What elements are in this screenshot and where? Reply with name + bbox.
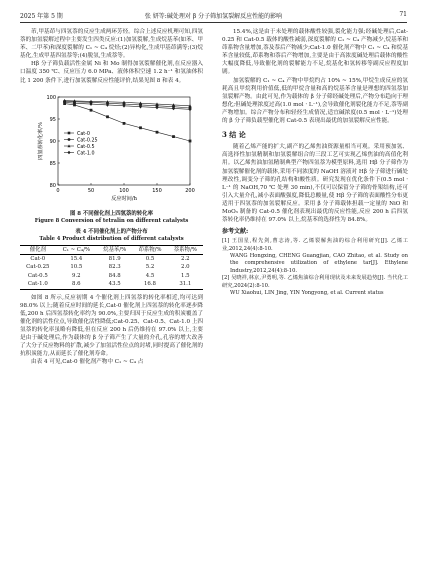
paragraph: 加氢裂解的 C₁ ~ C₄ 产物中甲烷约占 10% ~ 15%,甲烷生成反应的氢耗高且甲烷利用价值低,低的甲烷含量和高的烷基苯含量是理想的四氢萘加氢裂解产物。由此可见,作为载体的 β 分子筛经碱处理后,产物分布趋向于理想化;但碱处理浓度过高(1.0 mol · L⁻¹),会导致催化剂裂化能力不足,萘等副产物增加。综合产物分布和轻烃生成情况,适宜碱浓度(0.5 mol · L⁻¹)处理的 β 分子筛负载型催化剂 Cat-0.5 表现出最优的加氢裂解反应性能。 (222, 77, 408, 125)
x-tick-label: 100 (119, 187, 129, 194)
table-cell: 31.1 (179, 281, 192, 288)
table-cell: 82.3 (108, 264, 121, 271)
data-point (123, 122, 126, 125)
legend-label: Cat-1.0 (77, 150, 95, 156)
table-cell: 16.8 (143, 281, 156, 288)
paragraph: 15.4%,这是由于未处理的载体酸性较强,裂化能力强;经碱处理后,Cat-0.25 和 Cat-0.5 载体的酸性减弱,深度裂解的 C₁ ~ C₄ 产物减少,烷基苯和茚系物含量增加,萘及萘后产物减少;Cat-1.0 催化剂产物中 C₁ ~ C₄ 和烷基苯含量较低,茚系物和萘后产物增加,主要是由于高浓度碱处理后载体的酸性大幅度降低,导致催化剂的裂解能力不足,烷基化和氢转移等副反应程度加剧。 (222, 29, 408, 76)
y-tick-label: 85 (49, 160, 56, 167)
figure-caption-en: Figure 8 Conversion of tetralin on different catalysts (34, 217, 189, 224)
data-point (139, 126, 142, 129)
table-row (20, 280, 203, 289)
series-line (65, 102, 190, 109)
table-header-cell: C₁ ~ C₄/% (62, 246, 91, 253)
table-cell: 1.5 (181, 272, 190, 279)
table-cell: 43.5 (108, 281, 121, 288)
figure-8 (20, 89, 203, 211)
table-cell: 4.5 (145, 272, 155, 279)
table-row (20, 272, 203, 280)
y-tick-label: 100 (46, 94, 56, 101)
data-point (156, 130, 159, 133)
table-header-cell: 萘系物/% (173, 246, 197, 253)
table-cell: Cat-0.25 (26, 264, 50, 271)
table-header-cell: 茚系物/% (138, 246, 162, 253)
reference-item: [1] 王国星,程先剑,曹志涛,等. 乙烯裂解焦油的综合利用研究[J]. 乙烯工业,2012,24(4):8-10. (222, 238, 408, 252)
table-cell: 84.8 (108, 272, 121, 279)
table-cell: Cat-0 (30, 256, 46, 263)
paragraph: 随着乙烯产能的扩大,副产的乙烯焦油资源量相当可观。采用预加氢、高选择性加氢精制和加氢裂解组合的三段工艺可实现乙烯焦油的高值化利用。以乙烯焦油加氢精制典型产物四氢萘为模型原料,选用 Hβ 分子筛作为加氢裂解催化剂的载体,采用不同浓度的 NaOH 溶液对 Hβ 分子筛进行碱处理改性,调变分子筛的孔结构和酸性质。研究发现在优化条件下(0.5 mol · L⁻¹ 的 NaOH,70 ℃ 处理 30 min),不仅可以保留分子筛的骨架结构,还可引入大量介孔,减小表面酸强度,降低总酸量,使 Hβ 分子筛的表面酸性分布更适用于四氢萘的加氢裂解反应。采用 β 分子筛载体担载一定量的 NiO 和 MoO₃ 制备的 Cat-0.5 催化剂表现出最优的反应性能,反应 200 h 后四氢萘转化率仍维持在 97.0% 以上,烷基苯的选择性为 84.8%。 (222, 144, 408, 224)
data-point (106, 115, 109, 118)
references-heading: 参考文献: (222, 228, 249, 236)
table-caption-en: Table 4 Product distribution of different catalysts (39, 235, 184, 242)
y-tick-label: 90 (49, 138, 56, 145)
x-tick-label: 50 (87, 187, 95, 194)
paragraph: Hβ 分子筛负载活性金属 Ni 和 Mo 制得加氢裂解催化剂,在反应器入口温度 350 ℃、反应压力 6.0 MPa、液体体积空速 1.2 h⁻¹ 和氢油体积比 1 200 条件下,进行加氢裂解反应性能评价,结果见图 8 和表 4。 (20, 61, 203, 84)
table-header-cell: 催化剂 (29, 246, 46, 253)
table-cell: 10.5 (70, 264, 83, 271)
paragraph: 如图 8 所示,反应初期 4 个催化剂上四氢萘的转化率相近,均可达到 98.0% 以上;随着反应时间的延长,Cat-0 催化剂上四氢萘的转化率逐步降低,200 h 后四氢萘转化率约为 90.0%,主要归因于反应生成的积炭覆盖了催化剂的活性位点,导致催化活性降低;Cat-0.25、Cat-0.5、Cat-1.0 上四氢萘的转化率虽略有降低,但在反应 200 h 后仍维持在 97.0% 以上,主要是由于碱处理后,作为载体的 β 分子筛产生了大量的介孔,孔容的增大改善了大分子反应物料的扩散,减少了加氢活性位点的封堵,同时提高了催化剂的抗积炭能力,从而延长了催化剂寿命。 (20, 294, 203, 358)
y-tick-label: 95 (49, 116, 56, 123)
right-column (222, 28, 408, 298)
running-title: 张 妍等:碱处理对 β 分子筛加氢裂解反应性能的影响 (144, 13, 283, 20)
table-header-row (20, 245, 203, 254)
table-row (20, 255, 203, 264)
conversion-chart (20, 89, 203, 211)
table-caption: 表 4 不同催化剂上的产物分布 (75, 228, 148, 235)
page-number: 71 (399, 11, 407, 18)
journal-issue: 2025 年第 5 期 (20, 13, 63, 20)
x-axis-label: 反应时间/h (111, 195, 137, 202)
left-column (20, 28, 203, 367)
legend-marker (68, 150, 71, 153)
figure-caption: 图 8 不同催化剂上四氢萘的转化率 (70, 210, 153, 217)
table-cell: 2.2 (181, 256, 190, 263)
y-axis-label: 四氢萘转化率/% (38, 121, 44, 160)
product-table (20, 245, 203, 290)
data-point (172, 135, 175, 138)
paragraph: 由表 4 可见,Cat-0 催化剂产物中 C₁ ~ C₄ 占 (31, 359, 144, 366)
table-cell: 5.2 (145, 264, 155, 271)
legend-label: Cat-0 (77, 131, 90, 137)
table-cell: 15.4 (70, 256, 83, 263)
paragraph: 芾,甲基茚与四氢萘的反应生成两环芳烃。综合上述反应机理可知,四氢萘的加氢裂解过程中主要发生四类反应:(1)加氢裂解,生成烷基苯(如苯、甲苯、二甲苯)和深度裂解的 C₁ ~ C₄ 烷烃;(2)异构化,生成甲基茚满等;(3)烷基化,生成甲基四氢萘等;(4)脱氢,生成萘等。 (20, 29, 203, 60)
table-cell: 0.5 (145, 256, 155, 263)
legend-marker (68, 138, 71, 141)
table-cell: Cat-1.0 (27, 281, 48, 288)
table-row (20, 263, 203, 271)
series-line (65, 100, 190, 105)
x-tick-label: 200 (185, 187, 195, 194)
reference-item: WU Xiaohui, LIN Jing, YIN Yongyong, et al. Current status (230, 290, 384, 297)
table-body (20, 255, 203, 290)
x-tick-label: 150 (152, 187, 162, 194)
legend-label: Cat-0.5 (77, 144, 95, 150)
reference-item: WANG Hongxing, CHENG Guangjian, CAO Zhitao, et al. Study on the comprehensive utilization of ethylene tar[J]. Ethylene Industry,2012,24(4):8-10. (230, 253, 408, 274)
data-point (189, 139, 192, 142)
running-header (20, 8, 407, 23)
table-cell: 2.0 (181, 264, 190, 271)
table-cell: 8.6 (72, 281, 81, 288)
x-tick-label: 0 (56, 187, 60, 194)
table-header-cell: 烷基苯/% (103, 246, 127, 253)
section-heading: 3 结 论 (222, 130, 246, 140)
legend-marker (68, 131, 71, 134)
legend-label: Cat-0.25 (77, 137, 98, 143)
data-point (90, 108, 93, 111)
y-tick-label: 80 (49, 182, 56, 189)
table-cell: 81.9 (108, 256, 121, 263)
table-cell: Cat-0.5 (27, 272, 48, 279)
reference-item: [2] 吴晓祥,林京,尹勇明,等. 乙烯焦油综合利用现状及未来发展趋势[J]. 当代化工研究,2024(2):8-10. (222, 275, 408, 289)
table-cell: 9.2 (72, 272, 81, 279)
